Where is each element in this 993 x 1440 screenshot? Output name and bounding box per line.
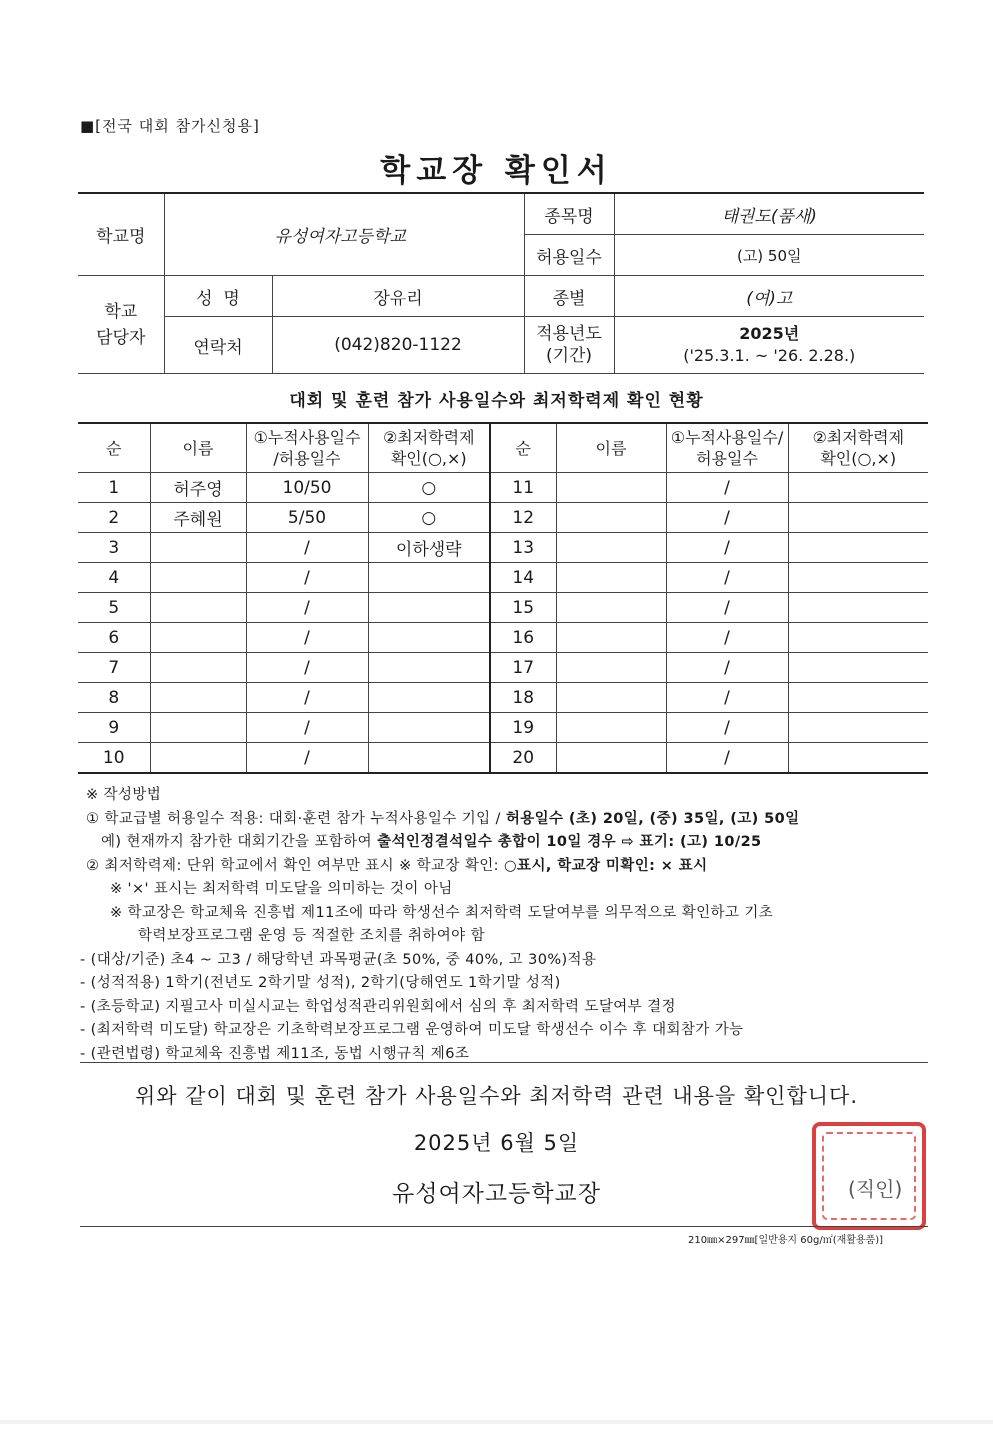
header-no-2: 순 — [490, 423, 556, 473]
row-days-2: / — [666, 743, 788, 774]
row-name: 주혜원 — [150, 503, 246, 533]
row-days-2: / — [666, 653, 788, 683]
row-no: 7 — [78, 653, 150, 683]
row-days: / — [246, 593, 368, 623]
table-row — [78, 623, 928, 653]
row-min-achievement: ○ — [368, 473, 490, 503]
row-no-2: 11 — [490, 473, 556, 503]
row-no-2: 12 — [490, 503, 556, 533]
confirm-statement: 위와 같이 대회 및 훈련 참가 사용일수와 최저학력 관련 내용을 확인합니다. — [134, 1084, 858, 1108]
table-row — [78, 563, 928, 593]
row-days-2: / — [666, 593, 788, 623]
instruction-3: ※ '×' 표시는 최저학력 미도달을 의미하는 것이 아님 — [110, 881, 453, 897]
issue-date: 2025년 6월 5일 — [413, 1131, 580, 1155]
header-days-2: ①누적사용일수/ 허용일수 — [666, 423, 788, 473]
table-row — [78, 683, 928, 713]
table-row — [78, 593, 928, 623]
table-row — [78, 533, 928, 563]
row-name-2 — [556, 563, 666, 593]
roster-table — [78, 422, 928, 774]
info-table — [78, 192, 924, 374]
detail-4: - (최저학력 미도달) 학교장은 기초학력보장프로그램 운영하여 미도달 학생선수 이수 후 대회참가 가능 — [80, 1022, 744, 1038]
detail-3: - (초등학교) 지필고사 미실시교는 학업성적관리위원회에서 심의 후 최저학력 도달여부 결정 — [80, 998, 676, 1015]
row-name — [150, 533, 246, 563]
row-name — [150, 713, 246, 743]
row-no-2: 18 — [490, 683, 556, 713]
year-period-cell — [614, 317, 924, 374]
allowed-days-label: 허용일수 — [524, 235, 614, 276]
row-min-achievement-2 — [788, 503, 928, 533]
paper-spec: 210㎜×297㎜[일반용지 60g/㎡(재활용품)] — [688, 1235, 884, 1246]
row-min-achievement — [368, 653, 490, 683]
table-row — [78, 713, 928, 743]
header-min-achievement-2: ②최저학력제 확인(○,×) — [788, 423, 928, 473]
row-name-2 — [556, 623, 666, 653]
instructions-heading: ※ 작성방법 — [86, 787, 162, 803]
row-no-2: 17 — [490, 653, 556, 683]
event-label: 종목명 — [524, 193, 614, 235]
row-name-2 — [556, 653, 666, 683]
name-label: 성 명 — [164, 276, 272, 317]
detail-2: - (성적적용) 1학기(전년도 2학기말 성적), 2학기(당해연도 1학기말 성적) — [80, 975, 561, 991]
roster-title: 대회 및 훈련 참가 사용일수와 최저학력제 확인 현황 — [289, 391, 704, 411]
row-name-2 — [556, 533, 666, 563]
row-min-achievement-2 — [788, 623, 928, 653]
row-no: 10 — [78, 743, 150, 774]
header-min-achievement: ②최저학력제 확인(○,×) — [368, 423, 490, 473]
year-value: 2025년 — [739, 324, 800, 343]
row-min-achievement — [368, 623, 490, 653]
instruction-1-example-text: 예) 현재까지 참가한 대회기간을 포함하여 — [86, 834, 378, 850]
event-value: 태권도(품새) — [614, 193, 924, 235]
row-name — [150, 563, 246, 593]
row-no-2: 13 — [490, 533, 556, 563]
header-days: ①누적사용일수 /허용일수 — [246, 423, 368, 473]
instruction-4: ※ 학교장은 학교체육 진흥법 제11조에 따라 학생선수 최저학력 도달여부를 의무적으로 확인하고 기초 — [110, 904, 774, 921]
allowed-days-value: (고) 50일 — [614, 235, 924, 276]
divider-bottom — [80, 1226, 928, 1227]
row-days-2: / — [666, 473, 788, 503]
detail-1: - (대상/기준) 초4 ~ 고3 / 해당학년 과목평균(초 50%, 중 40%, 고 30%)적용 — [80, 951, 597, 968]
row-no: 5 — [78, 593, 150, 623]
instruction-1-bold: 허용일수 (초) 20일, (중) 35일, (고) 50일 — [505, 810, 800, 827]
row-days-2: / — [666, 623, 788, 653]
row-min-achievement-2 — [788, 683, 928, 713]
school-name-label: 학교명 — [78, 193, 164, 276]
gender-label: 종별 — [524, 276, 614, 317]
divider-top — [80, 1062, 928, 1063]
row-name-2 — [556, 473, 666, 503]
row-days: / — [246, 563, 368, 593]
instruction-1-example — [86, 831, 936, 855]
document-title: 학교장 확인서 — [380, 153, 613, 189]
detail-5: - (관련법령) 학교체육 진흥법 제11조, 동법 시행규칙 제6조 — [80, 1045, 470, 1062]
instruction-1 — [86, 808, 936, 832]
row-name-2 — [556, 503, 666, 533]
row-name-2 — [556, 683, 666, 713]
row-min-achievement-2 — [788, 653, 928, 683]
instruction-4-cont: 학력보장프로그램 운영 등 적절한 조치를 취하여야 함 — [138, 928, 486, 944]
row-no: 2 — [78, 503, 150, 533]
row-min-achievement-2 — [788, 743, 928, 774]
seal-label: (직인) — [848, 1177, 903, 1201]
row-name — [150, 593, 246, 623]
table-row — [78, 473, 928, 503]
row-name — [150, 653, 246, 683]
row-days: / — [246, 743, 368, 774]
row-no-2: 14 — [490, 563, 556, 593]
row-name-2 — [556, 713, 666, 743]
row-days-2: / — [666, 683, 788, 713]
row-days: / — [246, 623, 368, 653]
row-min-achievement-2 — [788, 713, 928, 743]
row-min-achievement-2 — [788, 563, 928, 593]
row-no: 4 — [78, 563, 150, 593]
header-no: 순 — [78, 423, 150, 473]
row-name — [150, 743, 246, 774]
row-min-achievement — [368, 563, 490, 593]
page-edge — [0, 1420, 993, 1424]
row-name — [150, 683, 246, 713]
principal-name: 유성여자고등학교장 — [392, 1181, 601, 1207]
header-name-2: 이름 — [556, 423, 666, 473]
instruction-1-example-bold: 출석인정결석일수 총합이 10일 경우 ⇨ 표기: (고) 10/25 — [377, 834, 762, 850]
row-min-achievement-2 — [788, 533, 928, 563]
row-no: 6 — [78, 623, 150, 653]
table-row — [78, 503, 928, 533]
row-no: 3 — [78, 533, 150, 563]
row-no-2: 19 — [490, 713, 556, 743]
row-days: / — [246, 533, 368, 563]
instructions — [80, 784, 936, 1066]
row-min-achievement: ○ — [368, 503, 490, 533]
row-no-2: 15 — [490, 593, 556, 623]
manager-label: 학교 담당자 — [78, 276, 164, 374]
row-min-achievement: 이하생략 — [368, 533, 490, 563]
row-days: 10/50 — [246, 473, 368, 503]
row-days-2: / — [666, 503, 788, 533]
row-name: 허주영 — [150, 473, 246, 503]
row-min-achievement — [368, 593, 490, 623]
row-days: 5/50 — [246, 503, 368, 533]
row-min-achievement — [368, 683, 490, 713]
row-name-2 — [556, 743, 666, 774]
row-days: / — [246, 653, 368, 683]
row-no-2: 20 — [490, 743, 556, 774]
instruction-2-bold: ○표시, 학교장 미확인: × 표시 — [503, 857, 708, 874]
instruction-1-text: ① 학교급별 허용일수 적용: 대회·훈련 참가 누적사용일수 기입 / — [86, 810, 506, 827]
row-days: / — [246, 683, 368, 713]
row-min-achievement — [368, 713, 490, 743]
name-value: 장유리 — [272, 276, 524, 317]
row-days: / — [246, 713, 368, 743]
row-min-achievement-2 — [788, 593, 928, 623]
header-name: 이름 — [150, 423, 246, 473]
instruction-2-text: ② 최저학력제: 단위 학교에서 확인 여부만 표시 ※ 학교장 확인: — [86, 857, 504, 874]
school-name-value: 유성여자고등학교 — [164, 193, 524, 276]
contact-value: (042)820-1122 — [272, 317, 524, 374]
row-name-2 — [556, 593, 666, 623]
table-row — [78, 653, 928, 683]
row-no: 8 — [78, 683, 150, 713]
row-no: 9 — [78, 713, 150, 743]
instruction-2 — [86, 855, 936, 879]
row-min-achievement-2 — [788, 473, 928, 503]
row-days-2: / — [666, 713, 788, 743]
row-days-2: / — [666, 563, 788, 593]
period-value: ('25.3.1. ~ '26. 2.28.) — [683, 346, 856, 365]
form-tag: ■[전국 대회 참가신청용] — [80, 117, 260, 135]
table-row — [78, 743, 928, 774]
row-name — [150, 623, 246, 653]
row-no-2: 16 — [490, 623, 556, 653]
gender-value: (여)고 — [614, 276, 924, 317]
row-no: 1 — [78, 473, 150, 503]
row-min-achievement — [368, 743, 490, 774]
row-days-2: / — [666, 533, 788, 563]
contact-label: 연락처 — [164, 317, 272, 374]
year-label: 적용년도 (기간) — [524, 317, 614, 374]
